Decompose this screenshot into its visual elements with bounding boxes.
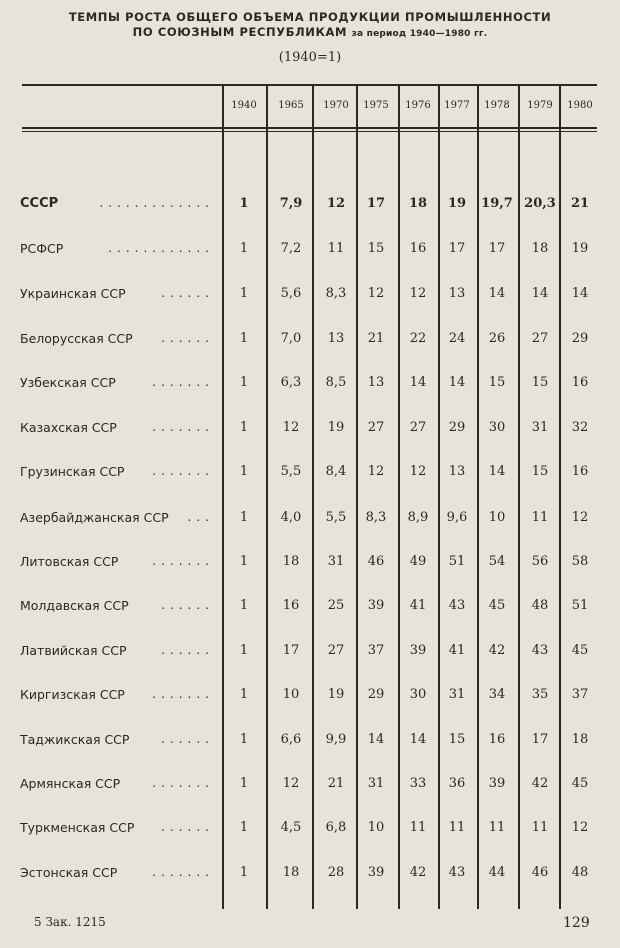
row-label: Эстонская ССР	[20, 865, 118, 880]
table-cell: 27	[327, 643, 345, 658]
leader-dots: ............	[108, 241, 214, 255]
table-cell: 27	[409, 420, 427, 435]
table-cell: 27	[531, 331, 549, 346]
table-cell: 5,5	[280, 464, 302, 479]
column-header-1978: 1978	[484, 100, 510, 111]
table-cell: 43	[448, 865, 466, 880]
table-cell: 22	[409, 331, 427, 346]
leader-dots: .......	[152, 464, 214, 478]
row-label: Литовская ССР	[20, 554, 119, 569]
table-cell: 25	[327, 598, 345, 613]
table-cell: 11	[448, 820, 466, 835]
table-cell: 31	[327, 554, 345, 569]
table-cell: 15	[531, 464, 549, 479]
table-cell: 19	[447, 196, 467, 211]
leader-dots: .......	[152, 420, 214, 434]
table-cell: 17	[531, 732, 549, 747]
leader-dots: .......	[152, 375, 214, 389]
table-cell: 6,8	[325, 820, 347, 835]
column-header-1980: 1980	[567, 100, 593, 111]
table-cell: 13	[327, 331, 345, 346]
table-cell: 42	[488, 643, 506, 658]
leader-dots: ......	[161, 286, 214, 300]
row-label: Туркменская ССР	[20, 820, 135, 835]
table-cell: 1	[239, 375, 249, 390]
table-cell: 29	[367, 687, 385, 702]
table-cell: 49	[409, 554, 427, 569]
table-cell: 8,3	[325, 286, 347, 301]
table-cell: 14	[571, 286, 589, 301]
column-header-1976: 1976	[405, 100, 431, 111]
column-header-1977: 1977	[444, 100, 470, 111]
table-cell: 11	[488, 820, 506, 835]
table-cell: 16	[571, 464, 589, 479]
table-cell: 13	[448, 464, 466, 479]
table-cell: 14	[409, 375, 427, 390]
table-cell: 1	[239, 776, 249, 791]
table-cell: 39	[488, 776, 506, 791]
table-cell: 12	[367, 464, 385, 479]
leader-dots: .......	[152, 776, 214, 790]
leader-dots: .......	[152, 554, 214, 568]
table-cell: 34	[488, 687, 506, 702]
table-cell: 17	[488, 241, 506, 256]
table-cell: 58	[571, 554, 589, 569]
leader-dots: ......	[161, 820, 214, 834]
row-label: РСФСР	[20, 241, 64, 256]
table-cell: 17	[366, 196, 386, 211]
title-line-2	[0, 25, 620, 42]
table-cell: 7,9	[279, 196, 303, 211]
table-cell: 19,7	[481, 196, 513, 211]
table-cell: 1	[239, 598, 249, 613]
table-cell: 54	[488, 554, 506, 569]
column-header-1965: 1965	[278, 100, 304, 111]
table-cell: 1	[239, 643, 249, 658]
table-cell: 7,0	[280, 331, 302, 346]
table-cell: 1	[239, 820, 249, 835]
leader-dots: ......	[161, 732, 214, 746]
row-label: Казахская ССР	[20, 420, 117, 435]
table-cell: 12	[409, 286, 427, 301]
table-cell: 1	[239, 331, 249, 346]
table-cell: 24	[448, 331, 466, 346]
row-label: Грузинская ССР	[20, 464, 125, 479]
table-cell: 1	[239, 464, 249, 479]
leader-dots: .............	[99, 196, 214, 210]
table-cell: 8,4	[325, 464, 347, 479]
column-header-1979: 1979	[527, 100, 553, 111]
leader-dots: .......	[152, 687, 214, 701]
header-bottom-rule-2	[22, 131, 597, 132]
table-cell: 41	[448, 643, 466, 658]
column-header-1940: 1940	[231, 100, 257, 111]
table-cell: 1	[239, 286, 249, 301]
table-cell: 16	[488, 732, 506, 747]
table-cell: 1	[239, 732, 249, 747]
table-cell: 7,2	[280, 241, 302, 256]
table-cell: 14	[367, 732, 385, 747]
table-cell: 1	[239, 554, 249, 569]
table-cell: 31	[531, 420, 549, 435]
row-label: Украинская ССР	[20, 286, 126, 301]
table-cell: 8,3	[365, 510, 387, 525]
table-cell: 6,6	[280, 732, 302, 747]
table-cell: 15	[488, 375, 506, 390]
table-cell: 45	[571, 643, 589, 658]
table-cell: 31	[367, 776, 385, 791]
table-cell: 10	[488, 510, 506, 525]
table-cell: 19	[571, 241, 589, 256]
base-year-note: (1940=1)	[278, 50, 342, 65]
table-cell: 45	[571, 776, 589, 791]
table-cell: 44	[488, 865, 506, 880]
header-bottom-rule	[22, 127, 597, 129]
table-cell: 26	[488, 331, 506, 346]
row-label: Белорусская ССР	[20, 331, 133, 346]
page-number: 129	[563, 915, 590, 931]
table-cell: 29	[571, 331, 589, 346]
table-cell: 12	[571, 510, 589, 525]
table-cell: 5,6	[280, 286, 302, 301]
table-cell: 36	[448, 776, 466, 791]
table-cell: 12	[571, 820, 589, 835]
table-cell: 1	[239, 865, 249, 880]
table-cell: 39	[409, 643, 427, 658]
title-line-2-period: за период 1940—1980 гг.	[351, 29, 488, 39]
table-cell: 18	[408, 196, 428, 211]
table-cell: 41	[409, 598, 427, 613]
header-top-rule	[22, 84, 597, 86]
table-cell: 1	[239, 420, 249, 435]
table-cell: 31	[448, 687, 466, 702]
table-cell: 13	[367, 375, 385, 390]
table-title	[0, 10, 620, 42]
table-cell: 18	[571, 732, 589, 747]
table-cell: 18	[282, 865, 300, 880]
table-cell: 19	[327, 420, 345, 435]
table-cell: 21	[570, 196, 590, 211]
table-cell: 14	[488, 286, 506, 301]
column-divider	[266, 84, 268, 909]
table-cell: 8,5	[325, 375, 347, 390]
table-cell: 14	[409, 732, 427, 747]
table-cell: 18	[531, 241, 549, 256]
column-header-1970: 1970	[323, 100, 349, 111]
table-cell: 11	[327, 241, 345, 256]
table-cell: 16	[571, 375, 589, 390]
table-cell: 12	[282, 420, 300, 435]
row-label: Армянская ССР	[20, 776, 121, 791]
table-cell: 29	[448, 420, 466, 435]
table-cell: 30	[488, 420, 506, 435]
table-cell: 39	[367, 598, 385, 613]
table-cell: 1	[239, 196, 249, 211]
column-header-1975: 1975	[363, 100, 389, 111]
table-cell: 19	[327, 687, 345, 702]
row-label: Латвийская ССР	[20, 643, 127, 658]
footer-order: 5 Зак. 1215	[34, 915, 106, 929]
table-cell: 28	[327, 865, 345, 880]
table-cell: 37	[571, 687, 589, 702]
leader-dots: ...	[187, 510, 214, 524]
table-cell: 43	[531, 643, 549, 658]
table-cell: 13	[448, 286, 466, 301]
table-cell: 9,9	[325, 732, 347, 747]
table-cell: 12	[409, 464, 427, 479]
row-label: Узбекская ССР	[20, 375, 116, 390]
table-cell: 21	[327, 776, 345, 791]
table-cell: 10	[282, 687, 300, 702]
table-cell: 20,3	[524, 196, 556, 211]
title-line-1: ТЕМПЫ РОСТА ОБЩЕГО ОБЪЕМА ПРОДУКЦИИ ПРОМЫШЛЕННОСТИ	[68, 10, 552, 24]
table-cell: 1	[239, 687, 249, 702]
table-cell: 4,0	[280, 510, 302, 525]
table-cell: 15	[367, 241, 385, 256]
table-cell: 45	[488, 598, 506, 613]
table-cell: 27	[367, 420, 385, 435]
table-cell: 51	[448, 554, 466, 569]
row-label: СССР	[20, 196, 59, 211]
table-cell: 11	[531, 510, 549, 525]
table-cell: 46	[367, 554, 385, 569]
row-label: Киргизская ССР	[20, 687, 125, 702]
leader-dots: ......	[161, 598, 214, 612]
title-line-2-main: ПО СОЮЗНЫМ РЕСПУБЛИКАМ	[132, 25, 348, 39]
table-cell: 48	[571, 865, 589, 880]
table-cell: 51	[571, 598, 589, 613]
table-cell: 1	[239, 241, 249, 256]
table-cell: 5,5	[325, 510, 347, 525]
leader-dots: ......	[161, 331, 214, 345]
table-cell: 16	[409, 241, 427, 256]
table-cell: 42	[409, 865, 427, 880]
table-cell: 17	[448, 241, 466, 256]
table-cell: 15	[448, 732, 466, 747]
row-label: Молдавская ССР	[20, 598, 129, 613]
row-label: Азербайджанская ССР	[20, 510, 169, 525]
table-cell: 12	[282, 776, 300, 791]
table-cell: 15	[531, 375, 549, 390]
table-cell: 6,3	[280, 375, 302, 390]
leader-dots: ......	[161, 643, 214, 657]
leader-dots: .......	[152, 865, 214, 879]
table-cell: 21	[367, 331, 385, 346]
table-cell: 46	[531, 865, 549, 880]
table-cell: 17	[282, 643, 300, 658]
table-cell: 8,9	[407, 510, 429, 525]
table-cell: 11	[531, 820, 549, 835]
table-cell: 30	[409, 687, 427, 702]
table-cell: 12	[367, 286, 385, 301]
table-cell: 14	[448, 375, 466, 390]
table-cell: 11	[409, 820, 427, 835]
table-cell: 32	[571, 420, 589, 435]
table-cell: 18	[282, 554, 300, 569]
table-cell: 12	[326, 196, 346, 211]
table-cell: 42	[531, 776, 549, 791]
table-cell: 35	[531, 687, 549, 702]
table-cell: 33	[409, 776, 427, 791]
table-cell: 48	[531, 598, 549, 613]
table-cell: 1	[239, 510, 249, 525]
table-cell: 56	[531, 554, 549, 569]
table-cell: 4,5	[280, 820, 302, 835]
table-cell: 43	[448, 598, 466, 613]
table-cell: 9,6	[446, 510, 468, 525]
table-cell: 39	[367, 865, 385, 880]
table-cell: 16	[282, 598, 300, 613]
table-cell: 14	[531, 286, 549, 301]
table-cell: 37	[367, 643, 385, 658]
table-cell: 14	[488, 464, 506, 479]
table-cell: 10	[367, 820, 385, 835]
row-label: Таджикская ССР	[20, 732, 130, 747]
